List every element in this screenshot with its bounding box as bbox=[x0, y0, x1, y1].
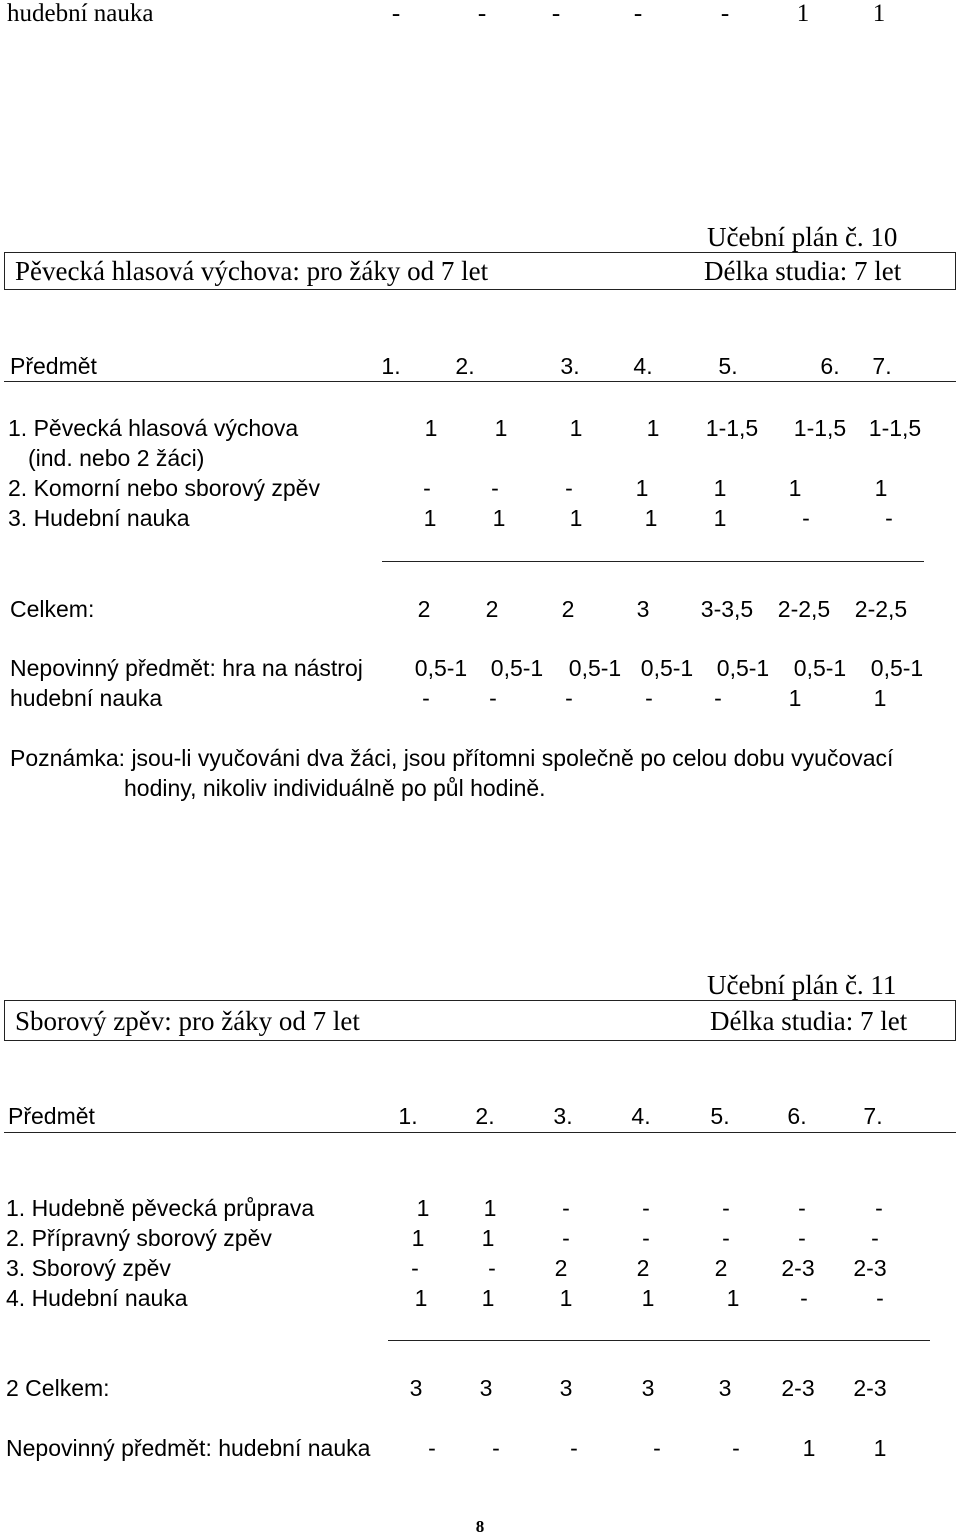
year-3-value: 1 bbox=[569, 505, 583, 531]
year-1-value: 3 bbox=[409, 1375, 423, 1401]
year-5-value: - bbox=[722, 1195, 730, 1221]
year-5-value: 3 bbox=[718, 1375, 732, 1401]
header-year-7: 7. bbox=[872, 353, 892, 379]
plan10-title-box bbox=[4, 252, 956, 290]
plan11-header-row bbox=[0, 1103, 960, 1131]
year-7-value: 1 bbox=[873, 685, 887, 711]
year-6-value: - bbox=[800, 1285, 808, 1311]
year-4-value: 0,5-1 bbox=[640, 655, 694, 681]
year-6-value: 1 bbox=[796, 0, 810, 27]
year-4-value: 1 bbox=[646, 415, 660, 441]
year-3-value: 3 bbox=[559, 1375, 573, 1401]
year-6-value: 2-3 bbox=[781, 1375, 815, 1401]
year-2-value: - bbox=[492, 1435, 500, 1461]
plan10-optional-row-2 bbox=[0, 685, 960, 713]
plan10-sum-line bbox=[382, 561, 924, 562]
continuation-row bbox=[0, 0, 960, 28]
year-1-value: - bbox=[423, 475, 431, 501]
year-7-value: - bbox=[875, 1195, 883, 1221]
year-5-value: 2 bbox=[714, 1255, 728, 1281]
year-7-value: 2-3 bbox=[853, 1255, 887, 1281]
year-2-value: 2 bbox=[485, 596, 499, 622]
year-1-value: - bbox=[391, 0, 401, 27]
year-4-value: 1 bbox=[644, 505, 658, 531]
year-3-value: 2 bbox=[554, 1255, 568, 1281]
year-1-value: 2 bbox=[417, 596, 431, 622]
plan11-row-1 bbox=[0, 1195, 960, 1223]
header-year-5: 5. bbox=[710, 1103, 730, 1129]
header-year-4: 4. bbox=[633, 353, 653, 379]
year-7-value: 1 bbox=[872, 0, 886, 27]
year-6-value: - bbox=[798, 1225, 806, 1251]
year-6-value: - bbox=[798, 1195, 806, 1221]
plan10-header-divider bbox=[4, 381, 956, 382]
year-3-value: - bbox=[562, 1195, 570, 1221]
header-subject: Předmět bbox=[8, 1103, 95, 1129]
year-4-value: - bbox=[653, 1435, 661, 1461]
year-5-value: - bbox=[720, 0, 730, 27]
year-6-value: - bbox=[802, 505, 810, 531]
year-5-value: 1 bbox=[726, 1285, 740, 1311]
year-3-value: - bbox=[562, 1225, 570, 1251]
year-4-value: 2 bbox=[636, 1255, 650, 1281]
plan11-duration: Délka studia: 7 let bbox=[710, 1006, 908, 1036]
year-1-value: - bbox=[428, 1435, 436, 1461]
plan11-header-divider bbox=[4, 1132, 956, 1133]
plan10-row-1 bbox=[0, 415, 960, 443]
year-2-value: 1 bbox=[494, 415, 508, 441]
plan10-row-1-note bbox=[0, 445, 960, 473]
plan10-note-line-2: hodiny, nikoliv individuálně po půl hodině. bbox=[124, 775, 546, 801]
year-1-value: 1 bbox=[416, 1195, 430, 1221]
page-number: 8 bbox=[475, 1517, 485, 1536]
year-6-value: 1 bbox=[788, 475, 802, 501]
year-3-value: 1 bbox=[559, 1285, 573, 1311]
year-6-value: 2-2,5 bbox=[777, 596, 831, 622]
year-7-value: 2-2,5 bbox=[854, 596, 908, 622]
row-label: 2. Přípravný sborový zpěv bbox=[6, 1225, 272, 1251]
year-7-value: 2-3 bbox=[853, 1375, 887, 1401]
year-6-value: 2-3 bbox=[781, 1255, 815, 1281]
total-label: 2 Celkem: bbox=[6, 1375, 110, 1401]
year-3-value: - bbox=[551, 0, 561, 27]
header-year-2: 2. bbox=[475, 1103, 495, 1129]
year-2-value: 3 bbox=[479, 1375, 493, 1401]
year-6-value: 0,5-1 bbox=[793, 655, 847, 681]
year-5-value: 3-3,5 bbox=[700, 596, 754, 622]
row-label: 1. Pěvecká hlasová výchova bbox=[8, 415, 299, 441]
year-3-value: 0,5-1 bbox=[568, 655, 622, 681]
plan10-duration: Délka studia: 7 let bbox=[704, 256, 902, 286]
plan10-total-row bbox=[0, 596, 960, 624]
total-label: Celkem: bbox=[10, 596, 95, 622]
year-7-value: 0,5-1 bbox=[870, 655, 924, 681]
year-1-value: 1 bbox=[423, 505, 437, 531]
year-4-value: - bbox=[633, 0, 643, 27]
row-label: hudební nauka bbox=[10, 685, 163, 711]
year-2-value: 1 bbox=[492, 505, 506, 531]
year-2-value: - bbox=[491, 475, 499, 501]
year-3-value: 2 bbox=[561, 596, 575, 622]
year-5-value: 1 bbox=[713, 475, 727, 501]
header-year-5: 5. bbox=[718, 353, 738, 379]
year-5-value: 1 bbox=[713, 505, 727, 531]
year-2-value: 1 bbox=[481, 1285, 495, 1311]
year-2-value: - bbox=[477, 0, 487, 27]
header-year-6: 6. bbox=[820, 353, 840, 379]
year-1-value: 1 bbox=[424, 415, 438, 441]
year-4-value: 3 bbox=[636, 596, 650, 622]
year-7-value: - bbox=[885, 505, 893, 531]
plan11-row-3 bbox=[0, 1255, 960, 1283]
year-7-value: 1 bbox=[874, 475, 888, 501]
plan10-header-row bbox=[0, 353, 960, 381]
year-5-value: 1-1,5 bbox=[705, 415, 759, 441]
year-7-value: 1 bbox=[873, 1435, 887, 1461]
year-2-value: 0,5-1 bbox=[490, 655, 544, 681]
year-1-value: - bbox=[422, 685, 430, 711]
year-7-value: - bbox=[871, 1225, 879, 1251]
plan10-row-3 bbox=[0, 505, 960, 533]
plan10-number: Učební plán č. 10 bbox=[707, 222, 898, 252]
header-year-7: 7. bbox=[863, 1103, 883, 1129]
header-subject: Předmět bbox=[10, 353, 97, 379]
plan11-title-box bbox=[4, 1000, 956, 1041]
year-5-value: 0,5-1 bbox=[716, 655, 770, 681]
year-1-value: 1 bbox=[411, 1225, 425, 1251]
row-label: 3. Hudební nauka bbox=[8, 505, 190, 531]
year-4-value: 3 bbox=[641, 1375, 655, 1401]
plan10-row-2 bbox=[0, 475, 960, 503]
plan11-total-row bbox=[0, 1375, 960, 1403]
year-3-value: - bbox=[565, 475, 573, 501]
header-year-1: 1. bbox=[381, 353, 401, 379]
plan11-row-2 bbox=[0, 1225, 960, 1253]
header-year-6: 6. bbox=[787, 1103, 807, 1129]
year-4-value: - bbox=[642, 1195, 650, 1221]
plan11-sum-line bbox=[388, 1340, 930, 1341]
year-4-value: - bbox=[642, 1225, 650, 1251]
year-6-value: 1-1,5 bbox=[793, 415, 847, 441]
plan10-note-line-1: Poznámka: jsou-li vyučováni dva žáci, jsou přítomni společně po celou dobu vyučovací bbox=[10, 745, 894, 771]
year-7-value: - bbox=[876, 1285, 884, 1311]
row-label: 1. Hudebně pěvecká průprava bbox=[6, 1195, 315, 1221]
header-year-4: 4. bbox=[631, 1103, 651, 1129]
row-label: Nepovinný předmět: hudební nauka bbox=[6, 1435, 371, 1461]
row-label: hudební nauka bbox=[7, 0, 154, 27]
plan10-title: Pěvecká hlasová výchova: pro žáky od 7 let bbox=[15, 256, 489, 286]
year-1-value: 0,5-1 bbox=[414, 655, 468, 681]
year-5-value: - bbox=[732, 1435, 740, 1461]
year-4-value: - bbox=[645, 685, 653, 711]
year-4-value: 1 bbox=[641, 1285, 655, 1311]
year-5-value: - bbox=[722, 1225, 730, 1251]
year-2-value: 1 bbox=[481, 1225, 495, 1251]
plan11-number: Učební plán č. 11 bbox=[707, 970, 897, 1000]
year-3-value: - bbox=[565, 685, 573, 711]
year-1-value: - bbox=[411, 1255, 419, 1281]
year-6-value: 1 bbox=[788, 685, 802, 711]
plan11-row-4 bbox=[0, 1285, 960, 1313]
row-label: 2. Komorní nebo sborový zpěv bbox=[8, 475, 320, 501]
header-year-3: 3. bbox=[553, 1103, 573, 1129]
plan11-optional-row bbox=[0, 1435, 960, 1463]
year-3-value: 1 bbox=[569, 415, 583, 441]
row-label: (ind. nebo 2 žáci) bbox=[28, 445, 205, 471]
year-1-value: 1 bbox=[414, 1285, 428, 1311]
year-5-value: - bbox=[714, 685, 722, 711]
row-label: 4. Hudební nauka bbox=[6, 1285, 188, 1311]
year-4-value: 1 bbox=[635, 475, 649, 501]
plan10-optional-row-1 bbox=[0, 655, 960, 683]
header-year-1: 1. bbox=[398, 1103, 418, 1129]
header-year-2: 2. bbox=[455, 353, 475, 379]
plan11-title: Sborový zpěv: pro žáky od 7 let bbox=[15, 1006, 360, 1036]
year-2-value: - bbox=[489, 685, 497, 711]
year-7-value: 1-1,5 bbox=[868, 415, 922, 441]
header-year-3: 3. bbox=[560, 353, 580, 379]
row-label: Nepovinný předmět: hra na nástroj bbox=[10, 655, 363, 681]
year-2-value: 1 bbox=[483, 1195, 497, 1221]
year-6-value: 1 bbox=[802, 1435, 816, 1461]
year-2-value: - bbox=[488, 1255, 496, 1281]
year-3-value: - bbox=[570, 1435, 578, 1461]
row-label: 3. Sborový zpěv bbox=[6, 1255, 171, 1281]
